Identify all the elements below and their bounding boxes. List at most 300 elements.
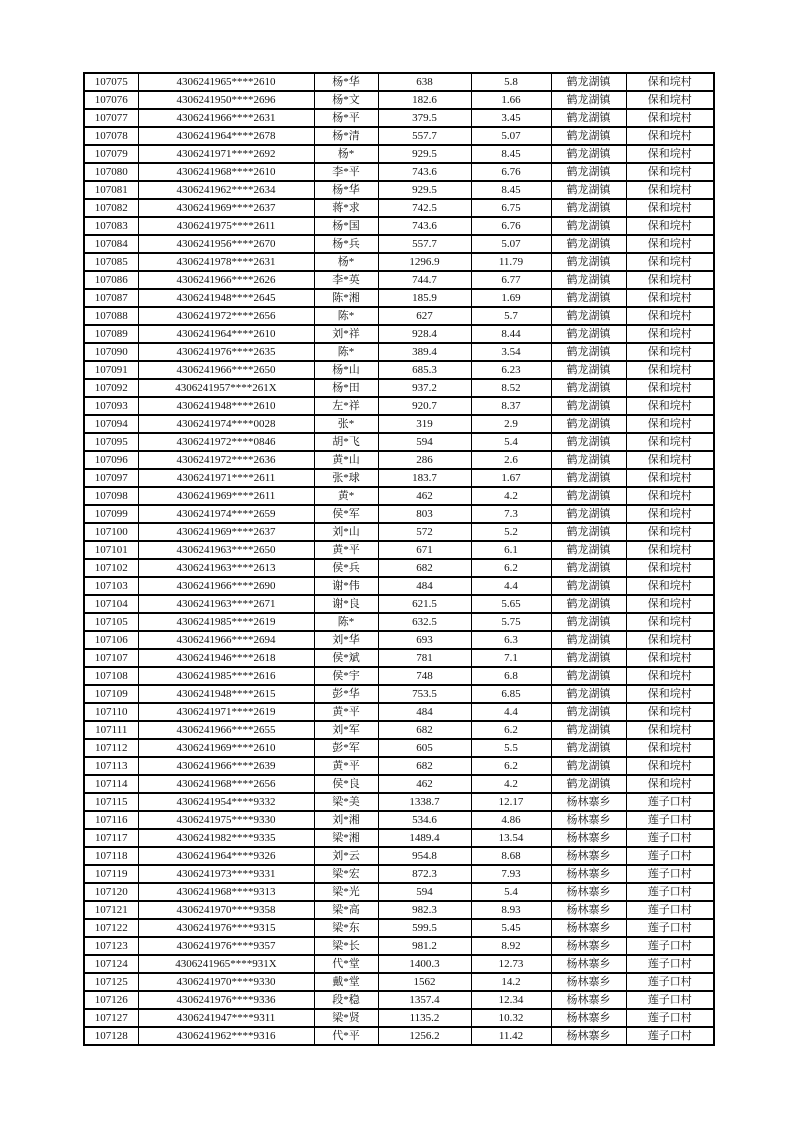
cell-town: 杨林寨乡 xyxy=(551,847,626,865)
cell-amount: 743.6 xyxy=(378,163,471,181)
cell-village: 莲子口村 xyxy=(626,901,714,919)
cell-serial-number: 107092 xyxy=(84,379,138,397)
cell-town: 鹤龙湖镇 xyxy=(551,631,626,649)
table-row xyxy=(84,73,714,91)
cell-amount: 743.6 xyxy=(378,217,471,235)
cell-name: 杨*华 xyxy=(314,73,378,91)
cell-rate: 5.4 xyxy=(471,433,551,451)
cell-serial-number: 107087 xyxy=(84,289,138,307)
cell-amount: 753.5 xyxy=(378,685,471,703)
cell-town: 鹤龙湖镇 xyxy=(551,739,626,757)
cell-amount: 379.5 xyxy=(378,109,471,127)
cell-name: 李*英 xyxy=(314,271,378,289)
cell-serial-number: 107117 xyxy=(84,829,138,847)
cell-serial-number: 107075 xyxy=(84,73,138,91)
cell-rate: 5.07 xyxy=(471,127,551,145)
cell-name: 代*堂 xyxy=(314,955,378,973)
cell-amount: 594 xyxy=(378,433,471,451)
cell-village: 保和垸村 xyxy=(626,145,714,163)
cell-name: 彭*华 xyxy=(314,685,378,703)
table-row xyxy=(84,379,714,397)
cell-serial-number: 107096 xyxy=(84,451,138,469)
cell-id-card-number: 4306241947****9311 xyxy=(138,1009,314,1027)
cell-id-card-number: 4306241976****9357 xyxy=(138,937,314,955)
table-row xyxy=(84,199,714,217)
table-row xyxy=(84,325,714,343)
cell-town: 鹤龙湖镇 xyxy=(551,721,626,739)
cell-amount: 185.9 xyxy=(378,289,471,307)
cell-id-card-number: 4306241954****9332 xyxy=(138,793,314,811)
cell-id-card-number: 4306241985****2619 xyxy=(138,613,314,631)
cell-rate: 3.54 xyxy=(471,343,551,361)
cell-amount: 594 xyxy=(378,883,471,901)
cell-amount: 920.7 xyxy=(378,397,471,415)
cell-town: 鹤龙湖镇 xyxy=(551,379,626,397)
cell-amount: 183.7 xyxy=(378,469,471,487)
cell-id-card-number: 4306241976****9315 xyxy=(138,919,314,937)
cell-rate: 6.8 xyxy=(471,667,551,685)
cell-name: 张* xyxy=(314,415,378,433)
cell-town: 鹤龙湖镇 xyxy=(551,199,626,217)
table-row xyxy=(84,721,714,739)
cell-village: 保和垸村 xyxy=(626,703,714,721)
table-row xyxy=(84,145,714,163)
cell-serial-number: 107126 xyxy=(84,991,138,1009)
cell-town: 鹤龙湖镇 xyxy=(551,649,626,667)
cell-id-card-number: 4306241968****2610 xyxy=(138,163,314,181)
cell-serial-number: 107114 xyxy=(84,775,138,793)
table-row xyxy=(84,649,714,667)
cell-village: 保和垸村 xyxy=(626,649,714,667)
cell-name: 梁*湘 xyxy=(314,829,378,847)
table-row xyxy=(84,433,714,451)
cell-serial-number: 107115 xyxy=(84,793,138,811)
cell-amount: 981.2 xyxy=(378,937,471,955)
table-row xyxy=(84,307,714,325)
cell-id-card-number: 4306241978****2631 xyxy=(138,253,314,271)
cell-amount: 534.6 xyxy=(378,811,471,829)
cell-name: 侯*兵 xyxy=(314,559,378,577)
cell-rate: 6.3 xyxy=(471,631,551,649)
cell-name: 杨*田 xyxy=(314,379,378,397)
table-row xyxy=(84,811,714,829)
cell-id-card-number: 4306241963****2650 xyxy=(138,541,314,559)
table-row xyxy=(84,919,714,937)
cell-name: 陈* xyxy=(314,307,378,325)
cell-town: 鹤龙湖镇 xyxy=(551,73,626,91)
cell-id-card-number: 4306241948****2610 xyxy=(138,397,314,415)
cell-id-card-number: 4306241964****2610 xyxy=(138,325,314,343)
cell-rate: 12.17 xyxy=(471,793,551,811)
cell-serial-number: 107084 xyxy=(84,235,138,253)
cell-rate: 5.65 xyxy=(471,595,551,613)
cell-rate: 7.3 xyxy=(471,505,551,523)
cell-id-card-number: 4306241972****0846 xyxy=(138,433,314,451)
cell-amount: 557.7 xyxy=(378,127,471,145)
cell-village: 保和垸村 xyxy=(626,523,714,541)
cell-town: 鹤龙湖镇 xyxy=(551,253,626,271)
cell-town: 鹤龙湖镇 xyxy=(551,343,626,361)
cell-name: 杨*兵 xyxy=(314,235,378,253)
cell-amount: 599.5 xyxy=(378,919,471,937)
cell-serial-number: 107077 xyxy=(84,109,138,127)
cell-town: 鹤龙湖镇 xyxy=(551,289,626,307)
table-row xyxy=(84,847,714,865)
table-row xyxy=(84,739,714,757)
cell-serial-number: 107113 xyxy=(84,757,138,775)
cell-rate: 6.2 xyxy=(471,757,551,775)
cell-village: 保和垸村 xyxy=(626,217,714,235)
cell-town: 鹤龙湖镇 xyxy=(551,487,626,505)
cell-name: 侯*斌 xyxy=(314,649,378,667)
table-row xyxy=(84,469,714,487)
cell-serial-number: 107097 xyxy=(84,469,138,487)
cell-rate: 5.7 xyxy=(471,307,551,325)
cell-id-card-number: 4306241963****2613 xyxy=(138,559,314,577)
cell-amount: 1338.7 xyxy=(378,793,471,811)
cell-name: 刘*祥 xyxy=(314,325,378,343)
cell-rate: 1.67 xyxy=(471,469,551,487)
table-row xyxy=(84,883,714,901)
cell-rate: 6.76 xyxy=(471,163,551,181)
cell-amount: 1357.4 xyxy=(378,991,471,1009)
cell-id-card-number: 4306241963****2671 xyxy=(138,595,314,613)
cell-rate: 4.86 xyxy=(471,811,551,829)
cell-name: 黄*平 xyxy=(314,541,378,559)
cell-amount: 682 xyxy=(378,757,471,775)
cell-amount: 685.3 xyxy=(378,361,471,379)
cell-rate: 12.34 xyxy=(471,991,551,1009)
table-row xyxy=(84,271,714,289)
cell-village: 保和垸村 xyxy=(626,559,714,577)
cell-name: 代*平 xyxy=(314,1027,378,1045)
cell-serial-number: 107099 xyxy=(84,505,138,523)
cell-village: 保和垸村 xyxy=(626,685,714,703)
cell-town: 鹤龙湖镇 xyxy=(551,703,626,721)
table-row xyxy=(84,235,714,253)
table-row xyxy=(84,253,714,271)
cell-village: 保和垸村 xyxy=(626,163,714,181)
cell-amount: 484 xyxy=(378,577,471,595)
cell-rate: 6.75 xyxy=(471,199,551,217)
cell-serial-number: 107095 xyxy=(84,433,138,451)
cell-name: 杨*华 xyxy=(314,181,378,199)
table-row xyxy=(84,109,714,127)
cell-village: 莲子口村 xyxy=(626,919,714,937)
table-row xyxy=(84,397,714,415)
cell-serial-number: 107102 xyxy=(84,559,138,577)
cell-id-card-number: 4306241969****2637 xyxy=(138,199,314,217)
cell-amount: 929.5 xyxy=(378,181,471,199)
cell-id-card-number: 4306241968****2656 xyxy=(138,775,314,793)
table-row xyxy=(84,955,714,973)
cell-town: 鹤龙湖镇 xyxy=(551,397,626,415)
cell-town: 鹤龙湖镇 xyxy=(551,163,626,181)
cell-name: 陈*湘 xyxy=(314,289,378,307)
cell-id-card-number: 4306241964****2678 xyxy=(138,127,314,145)
cell-id-card-number: 4306241962****9316 xyxy=(138,1027,314,1045)
cell-amount: 781 xyxy=(378,649,471,667)
cell-serial-number: 107082 xyxy=(84,199,138,217)
cell-serial-number: 107093 xyxy=(84,397,138,415)
cell-serial-number: 107116 xyxy=(84,811,138,829)
table-row xyxy=(84,937,714,955)
cell-name: 梁*光 xyxy=(314,883,378,901)
cell-serial-number: 107128 xyxy=(84,1027,138,1045)
cell-village: 保和垸村 xyxy=(626,469,714,487)
cell-rate: 3.45 xyxy=(471,109,551,127)
table-row xyxy=(84,667,714,685)
cell-serial-number: 107090 xyxy=(84,343,138,361)
cell-rate: 4.2 xyxy=(471,487,551,505)
cell-amount: 693 xyxy=(378,631,471,649)
cell-id-card-number: 4306241966****2631 xyxy=(138,109,314,127)
cell-serial-number: 107112 xyxy=(84,739,138,757)
cell-amount: 744.7 xyxy=(378,271,471,289)
cell-rate: 8.45 xyxy=(471,181,551,199)
cell-name: 梁*高 xyxy=(314,901,378,919)
cell-name: 杨*文 xyxy=(314,91,378,109)
cell-rate: 6.76 xyxy=(471,217,551,235)
cell-rate: 1.69 xyxy=(471,289,551,307)
cell-amount: 682 xyxy=(378,559,471,577)
cell-amount: 638 xyxy=(378,73,471,91)
table-row xyxy=(84,415,714,433)
cell-name: 侯*军 xyxy=(314,505,378,523)
cell-amount: 462 xyxy=(378,487,471,505)
cell-id-card-number: 4306241972****2636 xyxy=(138,451,314,469)
cell-rate: 8.37 xyxy=(471,397,551,415)
table-row xyxy=(84,973,714,991)
cell-rate: 5.8 xyxy=(471,73,551,91)
cell-name: 刘*军 xyxy=(314,721,378,739)
table-row xyxy=(84,91,714,109)
cell-serial-number: 107119 xyxy=(84,865,138,883)
cell-town: 杨林寨乡 xyxy=(551,973,626,991)
cell-name: 黄*平 xyxy=(314,703,378,721)
cell-serial-number: 107085 xyxy=(84,253,138,271)
cell-name: 蒋*求 xyxy=(314,199,378,217)
cell-village: 莲子口村 xyxy=(626,883,714,901)
cell-id-card-number: 4306241971****2692 xyxy=(138,145,314,163)
cell-village: 保和垸村 xyxy=(626,253,714,271)
table-row xyxy=(84,1027,714,1045)
cell-village: 莲子口村 xyxy=(626,991,714,1009)
cell-rate: 13.54 xyxy=(471,829,551,847)
cell-id-card-number: 4306241948****2615 xyxy=(138,685,314,703)
cell-village: 保和垸村 xyxy=(626,433,714,451)
cell-id-card-number: 4306241973****9331 xyxy=(138,865,314,883)
cell-town: 鹤龙湖镇 xyxy=(551,181,626,199)
cell-village: 保和垸村 xyxy=(626,181,714,199)
cell-id-card-number: 4306241975****2611 xyxy=(138,217,314,235)
cell-amount: 621.5 xyxy=(378,595,471,613)
cell-rate: 5.07 xyxy=(471,235,551,253)
cell-town: 杨林寨乡 xyxy=(551,865,626,883)
cell-rate: 6.23 xyxy=(471,361,551,379)
cell-name: 梁*长 xyxy=(314,937,378,955)
table-row xyxy=(84,829,714,847)
cell-rate: 8.45 xyxy=(471,145,551,163)
cell-amount: 937.2 xyxy=(378,379,471,397)
cell-amount: 389.4 xyxy=(378,343,471,361)
cell-name: 张*球 xyxy=(314,469,378,487)
cell-town: 鹤龙湖镇 xyxy=(551,757,626,775)
cell-amount: 872.3 xyxy=(378,865,471,883)
cell-rate: 4.4 xyxy=(471,577,551,595)
cell-amount: 632.5 xyxy=(378,613,471,631)
cell-village: 保和垸村 xyxy=(626,595,714,613)
cell-amount: 627 xyxy=(378,307,471,325)
cell-town: 鹤龙湖镇 xyxy=(551,361,626,379)
cell-town: 鹤龙湖镇 xyxy=(551,433,626,451)
cell-rate: 7.93 xyxy=(471,865,551,883)
cell-village: 保和垸村 xyxy=(626,91,714,109)
cell-village: 莲子口村 xyxy=(626,865,714,883)
cell-amount: 929.5 xyxy=(378,145,471,163)
cell-name: 梁*贤 xyxy=(314,1009,378,1027)
cell-id-card-number: 4306241966****2694 xyxy=(138,631,314,649)
cell-rate: 6.85 xyxy=(471,685,551,703)
cell-amount: 928.4 xyxy=(378,325,471,343)
cell-rate: 6.2 xyxy=(471,559,551,577)
cell-village: 保和垸村 xyxy=(626,343,714,361)
cell-rate: 11.42 xyxy=(471,1027,551,1045)
cell-name: 杨*平 xyxy=(314,109,378,127)
cell-id-card-number: 4306241966****2690 xyxy=(138,577,314,595)
cell-town: 杨林寨乡 xyxy=(551,937,626,955)
table-row xyxy=(84,217,714,235)
cell-id-card-number: 4306241966****2650 xyxy=(138,361,314,379)
cell-town: 鹤龙湖镇 xyxy=(551,307,626,325)
cell-amount: 1400.3 xyxy=(378,955,471,973)
cell-town: 鹤龙湖镇 xyxy=(551,271,626,289)
cell-serial-number: 107125 xyxy=(84,973,138,991)
cell-serial-number: 107100 xyxy=(84,523,138,541)
cell-name: 杨*清 xyxy=(314,127,378,145)
table-row xyxy=(84,775,714,793)
cell-id-card-number: 4306241970****9358 xyxy=(138,901,314,919)
cell-village: 莲子口村 xyxy=(626,793,714,811)
cell-amount: 484 xyxy=(378,703,471,721)
cell-id-card-number: 4306241950****2696 xyxy=(138,91,314,109)
cell-amount: 803 xyxy=(378,505,471,523)
cell-town: 鹤龙湖镇 xyxy=(551,145,626,163)
cell-village: 保和垸村 xyxy=(626,775,714,793)
cell-town: 鹤龙湖镇 xyxy=(551,469,626,487)
cell-id-card-number: 4306241972****2656 xyxy=(138,307,314,325)
cell-town: 鹤龙湖镇 xyxy=(551,217,626,235)
table-row xyxy=(84,631,714,649)
cell-name: 谢*伟 xyxy=(314,577,378,595)
cell-serial-number: 107089 xyxy=(84,325,138,343)
cell-rate: 5.75 xyxy=(471,613,551,631)
cell-rate: 4.2 xyxy=(471,775,551,793)
cell-name: 梁*美 xyxy=(314,793,378,811)
table-row xyxy=(84,343,714,361)
cell-village: 莲子口村 xyxy=(626,829,714,847)
cell-name: 彭*军 xyxy=(314,739,378,757)
cell-village: 保和垸村 xyxy=(626,487,714,505)
cell-rate: 2.6 xyxy=(471,451,551,469)
cell-amount: 671 xyxy=(378,541,471,559)
cell-id-card-number: 4306241957****261X xyxy=(138,379,314,397)
cell-name: 梁*东 xyxy=(314,919,378,937)
cell-village: 保和垸村 xyxy=(626,325,714,343)
cell-village: 保和垸村 xyxy=(626,667,714,685)
cell-name: 刘*华 xyxy=(314,631,378,649)
cell-id-card-number: 4306241974****2659 xyxy=(138,505,314,523)
table-row xyxy=(84,991,714,1009)
cell-id-card-number: 4306241968****9313 xyxy=(138,883,314,901)
cell-amount: 557.7 xyxy=(378,235,471,253)
cell-rate: 1.66 xyxy=(471,91,551,109)
cell-village: 保和垸村 xyxy=(626,109,714,127)
cell-id-card-number: 4306241982****9335 xyxy=(138,829,314,847)
cell-amount: 982.3 xyxy=(378,901,471,919)
table-row xyxy=(84,577,714,595)
cell-rate: 6.77 xyxy=(471,271,551,289)
cell-name: 陈* xyxy=(314,613,378,631)
cell-village: 莲子口村 xyxy=(626,955,714,973)
table-row xyxy=(84,505,714,523)
cell-village: 保和垸村 xyxy=(626,739,714,757)
cell-name: 胡*飞 xyxy=(314,433,378,451)
cell-id-card-number: 4306241966****2626 xyxy=(138,271,314,289)
cell-name: 段*稳 xyxy=(314,991,378,1009)
cell-serial-number: 107127 xyxy=(84,1009,138,1027)
cell-id-card-number: 4306241948****2645 xyxy=(138,289,314,307)
table-row xyxy=(84,613,714,631)
cell-name: 杨* xyxy=(314,253,378,271)
cell-village: 保和垸村 xyxy=(626,757,714,775)
table-row xyxy=(84,487,714,505)
cell-id-card-number: 4306241985****2616 xyxy=(138,667,314,685)
cell-id-card-number: 4306241965****2610 xyxy=(138,73,314,91)
table-row xyxy=(84,127,714,145)
table-row xyxy=(84,703,714,721)
cell-rate: 5.5 xyxy=(471,739,551,757)
cell-name: 杨*国 xyxy=(314,217,378,235)
table-row xyxy=(84,901,714,919)
table-row xyxy=(84,289,714,307)
cell-id-card-number: 4306241969****2610 xyxy=(138,739,314,757)
cell-town: 杨林寨乡 xyxy=(551,1009,626,1027)
cell-serial-number: 107078 xyxy=(84,127,138,145)
cell-rate: 8.68 xyxy=(471,847,551,865)
cell-town: 鹤龙湖镇 xyxy=(551,451,626,469)
cell-id-card-number: 4306241969****2611 xyxy=(138,487,314,505)
cell-village: 保和垸村 xyxy=(626,397,714,415)
table-row xyxy=(84,793,714,811)
cell-village: 莲子口村 xyxy=(626,1027,714,1045)
cell-name: 刘*云 xyxy=(314,847,378,865)
table-row xyxy=(84,757,714,775)
cell-rate: 6.1 xyxy=(471,541,551,559)
cell-amount: 1256.2 xyxy=(378,1027,471,1045)
cell-rate: 12.73 xyxy=(471,955,551,973)
cell-village: 保和垸村 xyxy=(626,199,714,217)
cell-town: 鹤龙湖镇 xyxy=(551,685,626,703)
cell-rate: 5.2 xyxy=(471,523,551,541)
cell-rate: 8.44 xyxy=(471,325,551,343)
cell-id-card-number: 4306241975****9330 xyxy=(138,811,314,829)
cell-amount: 572 xyxy=(378,523,471,541)
cell-rate: 10.32 xyxy=(471,1009,551,1027)
cell-amount: 1296.9 xyxy=(378,253,471,271)
cell-serial-number: 107124 xyxy=(84,955,138,973)
cell-village: 保和垸村 xyxy=(626,307,714,325)
